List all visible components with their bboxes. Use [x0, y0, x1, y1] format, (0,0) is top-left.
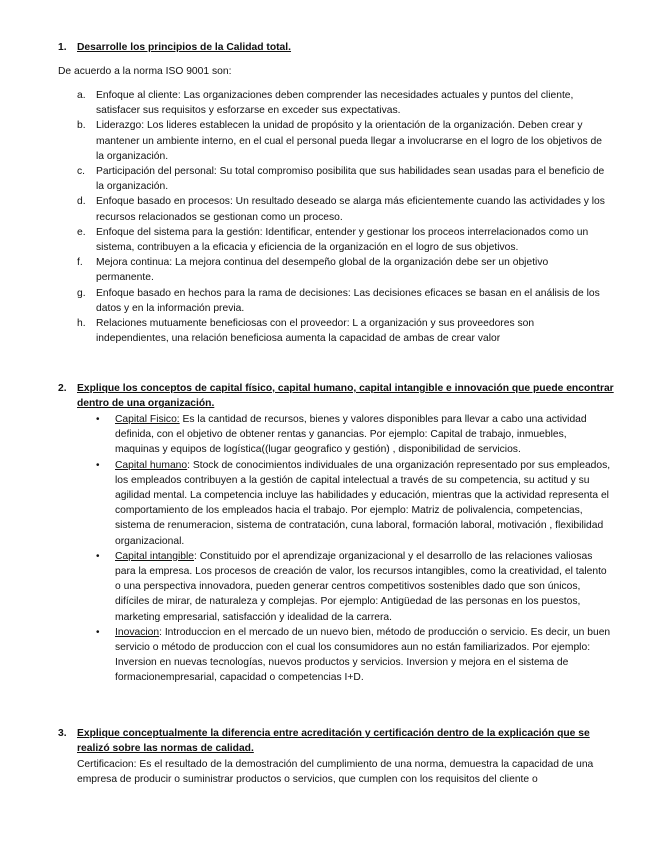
list-item: [96, 549, 611, 625]
list-item: [77, 88, 607, 118]
q1-heading: [58, 40, 618, 55]
list-marker: a.: [77, 90, 86, 101]
q3-number: 3.: [58, 728, 67, 739]
list-marker: e.: [77, 226, 86, 238]
list-item: [77, 255, 607, 285]
concept-term: Capital Fisico:: [115, 414, 180, 425]
bullet-icon: •: [96, 459, 100, 471]
q2-heading: [58, 381, 618, 411]
bullet-icon: •: [96, 626, 100, 638]
list-item-text: Enfoque basado en procesos: Un resultado deseado se alarga más eficientemente cuando las actividades y los recursos relacionados se gestionan como un proceso.: [96, 196, 605, 223]
list-item: [77, 164, 607, 194]
list-item-text: Relaciones mutuamente beneficiosas con el proveedor: L a organización y sus proveedores son independientes, una relación beneficiosa aumenta la capacidad de ambas de crear valor: [96, 318, 535, 345]
list-marker: g.: [77, 287, 86, 299]
bullet-icon: •: [96, 414, 100, 425]
list-item: [77, 194, 607, 224]
q2-number: 2.: [58, 383, 67, 394]
list-item-text: Participación del personal: Su total compromiso posibilita que sus habilidades sean usadas para el beneficio de la organización.: [96, 166, 605, 193]
q1-intro: De acuerdo a la norma ISO 9001 son:: [58, 66, 232, 77]
concept-term: Inovacion: [115, 626, 160, 638]
q3-title: Explique conceptualmente la diferencia entre acreditación y certificación dentro de la explicación que se realizó sobre las normas de calidad.: [77, 728, 590, 755]
list-item-text: Enfoque del sistema para la gestión: Identificar, entender y gestionar los proceos interrelacionados como un sistema, contribuyen a la eficacia y eficiencia de la organización en el logro de sus objetivos.: [96, 226, 589, 254]
list-item: [77, 286, 607, 316]
q1-number: 1.: [58, 42, 67, 53]
concept-term: Capital intangible: [115, 550, 194, 562]
q3-heading: [58, 726, 618, 756]
q1-title: Desarrolle los principios de la Calidad total.: [77, 42, 292, 53]
concept-text: Es la cantidad de recursos, bienes y valores disponibles para llevar a cabo una actividad definida, con el objetivo de obtener rentas y ganancias. Por ejemplo: Capital de trabajo, inmuebles, maquinas y equipos de logística((lugar geografico y gestión) , disponibilidad de servicios.: [115, 414, 587, 456]
list-item: [96, 625, 611, 686]
q3-body: Certificacion: Es el resultado de la demostración del cumplimiento de una norma, demuestra la capacidad de una empresa de producir o suministrar productos o servicios, que cumplen con los requisitos del cliente o: [77, 759, 594, 786]
concept-text: : Introduccion en el mercado de un nuevo bien, método de producción o servicio. Es decir, un buen servicio o método de produccion con el cual los consumidores aun no están familiarizados. Por ejemplo: Inversion en nuevas tecnologías, nuevos productos y servicios. Inversion y mejora en el sistema de formacionempresarial, capacidad o competencias I+D.: [115, 626, 611, 684]
list-marker: f.: [77, 257, 83, 269]
q1-principles-list: [77, 88, 607, 346]
list-item: [77, 225, 607, 255]
list-item: [77, 118, 607, 164]
list-marker: b.: [77, 120, 86, 132]
list-item-text: Enfoque al cliente: Las organizaciones deben comprender las necesidades actuales y puntos del cliente, satisfacer sus requisitos y esforzarse en exceder sus expectativas.: [96, 90, 574, 117]
list-item: [96, 458, 611, 549]
list-item: [96, 412, 611, 458]
list-marker: h.: [77, 318, 86, 330]
concept-term: Capital humano: [115, 459, 188, 471]
concept-text: : Stock de conocimientos individuales de una organización representado por sus empleados, los empleados contribuyen a la gestión de capital intelectual a través de su competencia, su actitud y su agilidad mental. La competencia incluye las habilidades y educación, mientras que la actividad representa el comportamiento de los empleados hacia el trabajo. Por ejemplo: Matriz de polivalencia, competencias, sistema de renumeracion, sistema de contratación, cuna laboral, formación laboral, motivación , flexibilidad organizacional.: [115, 459, 611, 547]
q2-concepts-list: [96, 412, 611, 686]
list-marker: c.: [77, 166, 86, 178]
concept-text: : Constituido por el aprendizaje organizacional y el desarrollo de las relaciones valiosas para la empresa. Los procesos de creación de valor, los recursos intangibles, como la creatividad, el talento o una perspectiva innovadora, pueden generar centros competitivos sostenibles dado que son únicos, difíciles de mirar, de naturaleza y complejas. Por ejemplo: Antigüedad de las personas en los puestos, marketing empresarial, satisfacción y idealidad de la carrera.: [115, 550, 607, 623]
list-marker: d.: [77, 196, 86, 208]
list-item-text: Enfoque basado en hechos para la rama de decisiones: Las decisiones eficaces se basan en el análisis de los datos y en la información previa.: [96, 287, 600, 314]
list-item-text: Mejora continua: La mejora continua del desempeño global de la organización debe ser un objetivo permanente.: [96, 257, 549, 284]
list-item-text: Liderazgo: Los lideres establecen la unidad de propósito y la orientación de la organización. Deben crear y mantener un ambiente interno, en el cual el personal pueda llegar a involucrarse en el logro de los objetivos de la organización.: [96, 120, 603, 162]
bullet-icon: •: [96, 550, 100, 562]
list-item: [77, 316, 607, 346]
q2-title: Explique los conceptos de capital físico, capital humano, capital intangible e innovación que puede encontrar dentro de una organización.: [77, 383, 614, 410]
